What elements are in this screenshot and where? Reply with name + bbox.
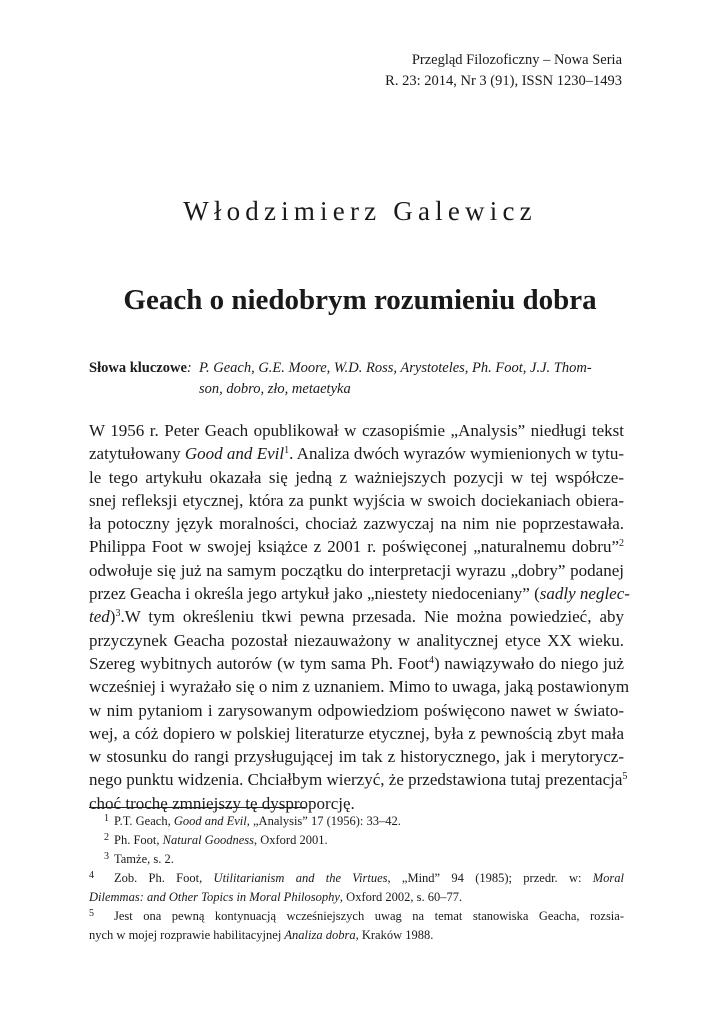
footnote-separator: [89, 807, 305, 808]
footnote-3: 3 Tamże, s. 2.: [89, 850, 624, 869]
footnote-1: 1 P.T. Geach, Good and Evil, „Analysis” 17 (1956): 33–42.: [89, 812, 624, 831]
body-paragraph: [89, 419, 630, 815]
english-phrase: ted: [89, 607, 110, 627]
body-line: ła potoczny język moralności, chociaż zazwyczaj na nim nie poprzestawała.: [89, 514, 624, 534]
footnote-ref[interactable]: 5: [622, 771, 628, 783]
body-line: W 1956 r. Peter Geach opublikował w czasopiśmie „Analysis” niedługi tekst: [89, 421, 624, 440]
keywords-label: [89, 358, 192, 379]
body-line: przez Geacha i określa jego artykuł jako „niestety niedoceniany” (sadly neglec-: [89, 584, 630, 604]
footnote-number: 3: [104, 851, 109, 862]
body-line: nego punktu widzenia. Chciałbym wierzyć, że przedstawiona tutaj prezentacja$^5$: [89, 770, 628, 790]
keywords-colon: :: [186, 360, 192, 376]
footnote-2: 2 Ph. Foot, Natural Goodness, Oxford 2001.: [89, 831, 624, 850]
body-line: ted)$^3$.W tym określeniu tkwi pewna przesada. Nie można powiedzieć, aby: [89, 607, 624, 627]
keywords-label-text: Słowa kluczowe: [89, 360, 187, 376]
body-line: le tego artykułu okazała się jedną z ważniejszych pozycji w tej współcze-: [89, 467, 624, 487]
keywords-line-2: son, dobro, zło, metaetyka: [199, 381, 351, 397]
author-name: Włodzimierz Galewicz: [183, 196, 537, 226]
work-title: Good and Evil: [184, 444, 285, 464]
body-line: przyczynek Geacha pozostał niezauważony w analitycznej etyce XX wieku.: [89, 630, 624, 650]
footnote-ref[interactable]: 3: [115, 608, 121, 620]
body-line: odwołuje się już na samym początku do interpretacji wyrazu „dobry” podanej: [89, 560, 624, 580]
footnotes: [89, 812, 624, 945]
footnote-4: 4 Zob. Ph. Foot, Utilitarianism and the Virtues, „Mind” 94 (1985); przedr. w: Moral: [89, 869, 624, 888]
body-line: w stosunku do rangi przysługującej im tak z historycznego, jak i merytorycz-: [89, 747, 624, 767]
footnote-ref[interactable]: 4: [428, 654, 434, 666]
body-line: snej refleksji etycznej, która za punkt wyjścia w swoich dociekaniach obiera-: [89, 490, 624, 510]
journal-issue: R. 23: 2014, Nr 3 (91), ISSN 1230–1493: [385, 73, 622, 89]
body-line: Philippa Foot w swojej książce z 2001 r. poświęconej „naturalnemu dobru”$^2$: [89, 537, 624, 557]
body-line: zatytułowany Good and Evil$^1$. Analiza dwóch wyrazów wymienionych w tytu-: [89, 444, 624, 464]
body-line: wej, a cóż dopiero w polskiej literaturze etycznej, była z pewnością zbyt mała: [89, 723, 624, 743]
article-title: Geach o niedobrym rozumieniu dobra: [123, 284, 597, 316]
footnote-number: 4: [89, 870, 94, 881]
footnote-number: 5: [89, 908, 94, 919]
keywords-line-1: P. Geach, G.E. Moore, W.D. Ross, Arystoteles, Ph. Foot, J.J. Thom-: [199, 360, 592, 376]
body-line: w nim pytaniom i zarysowanym odpowiedziom poświęcono nawet w świato-: [89, 700, 624, 720]
footnote-4-cont: Dilemmas: and Other Topics in Moral Philosophy, Oxford 2002, s. 60–77.: [89, 890, 463, 904]
english-phrase: sadly neglec-: [539, 584, 630, 604]
footnote-5: 5 Jest ona pewną kontynuacją wcześniejszych uwag na temat stanowiska Geacha, rozsia-: [89, 907, 624, 926]
journal-header: [385, 50, 622, 92]
footnote-ref[interactable]: 2: [619, 538, 624, 550]
footnote-ref[interactable]: 1: [284, 445, 290, 457]
body-line: Szereg wybitnych autorów (w tym sama Ph. Foot$^4$) nawiązywało do niego już: [89, 653, 624, 673]
footnote-5-cont: nych w mojej rozprawie habilitacyjnej Analiza dobra, Kraków 1988.: [89, 928, 434, 942]
footnote-number: 1: [104, 813, 109, 824]
footnote-number: 2: [104, 832, 109, 843]
journal-name: Przegląd Filozoficzny – Nowa Seria: [411, 52, 622, 68]
body-line: choć trochę zmniejszy tę dysproporcję.: [89, 793, 355, 813]
body-line: wcześniej i wyrażało się o nim z uznaniem. Mimo to uwaga, jaką postawionym: [89, 677, 630, 697]
